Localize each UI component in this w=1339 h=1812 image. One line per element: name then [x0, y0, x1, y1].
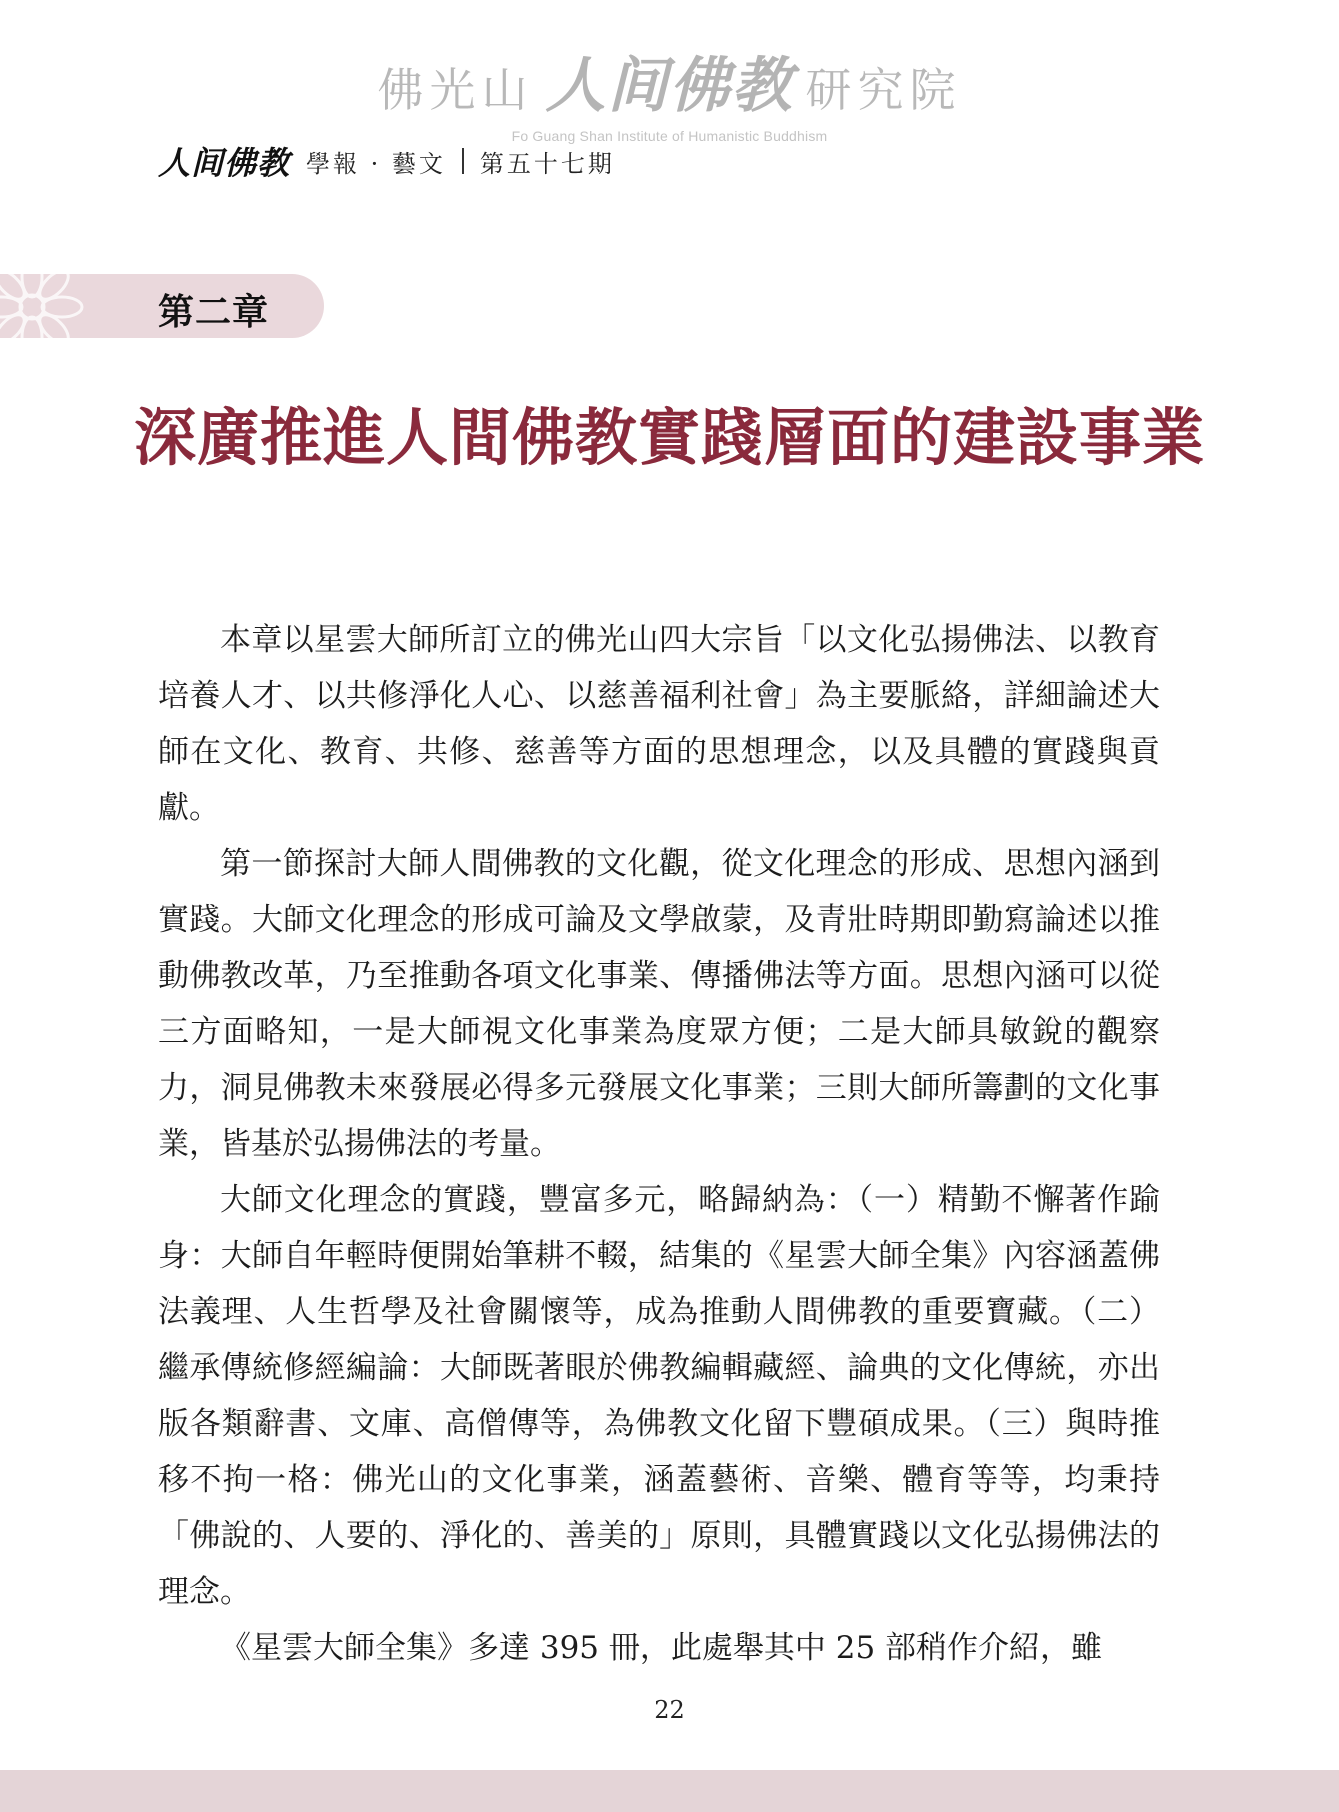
institute-calligraphy: 人间佛教: [545, 51, 794, 121]
paragraph: 第一節探討大師人間佛教的文化觀，從文化理念的形成、思想內涵到實踐。大師文化理念的形成可論及文學啟蒙，及青壯時期即勤寫論述以推動佛教改革，乃至推動各項文化事業、傳播佛法等方面。思想內涵可以從三方面略知，一是大師視文化事業為度眾方便；二是大師具敏銳的觀察力，洞見佛教未來發展必得多元發展文化事業；三則大師所籌劃的文化事業，皆基於弘揚佛法的考量。: [158, 846, 1160, 1162]
journal-name: 學報 · 藝文: [306, 149, 446, 178]
institute-header: [0, 38, 1339, 144]
journal-logo: 人间佛教: [158, 144, 291, 182]
institute-english-name: Fo Guang Shan Institute of Humanistic Buddhism: [511, 128, 828, 144]
chapter-title: 深廣推進人間佛教實踐層面的建設事業: [133, 401, 1205, 474]
paragraph: 《星雲大師全集》多達 395 冊，此處舉其中 25 部稍作介紹，雖: [220, 1630, 1103, 1666]
chapter-label: 第二章: [158, 291, 270, 333]
chapter-band: [0, 274, 324, 338]
journal-divider: [462, 148, 464, 174]
institute-name-right: 研究院: [805, 63, 962, 117]
paragraph: 大師文化理念的實踐，豐富多元，略歸納為：（一）精勤不懈著作踰身：大師自年輕時便開始筆耕不輟，結集的《星雲大師全集》內容涵蓋佛法義理、人生哲學及社會關懷等，成為推動人間佛教的重要寶藏。（二）繼承傳統修經編論：大師既著眼於佛教編輯藏經、論典的文化傳統，亦出版各類辭書、文庫、高僧傳等，為佛教文化留下豐碩成果。（三）與時推移不拘一格：佛光山的文化事業，涵蓋藝術、音樂、體育等等，均秉持「佛說的、人要的、淨化的、善美的」原則，具體實踐以文化弘揚佛法的理念。: [158, 1182, 1160, 1610]
paragraph: 本章以星雲大師所訂立的佛光山四大宗旨「以文化弘揚佛法、以教育培養人才、以共修淨化人心、以慈善福利社會」為主要脈絡，詳細論述大師在文化、教育、共修、慈善等方面的思想理念，以及具體的實踐與貢獻。: [158, 622, 1160, 826]
footer-band: [0, 1770, 1339, 1812]
page-number: 22: [654, 1696, 685, 1724]
journal-running-head: [158, 138, 615, 184]
institute-logo: [378, 38, 962, 124]
body-text: [158, 612, 1160, 1676]
journal-issue: 第五十七期: [479, 149, 615, 178]
institute-name-left: 佛光山: [377, 63, 534, 117]
lotus-flower-icon: [0, 274, 102, 338]
